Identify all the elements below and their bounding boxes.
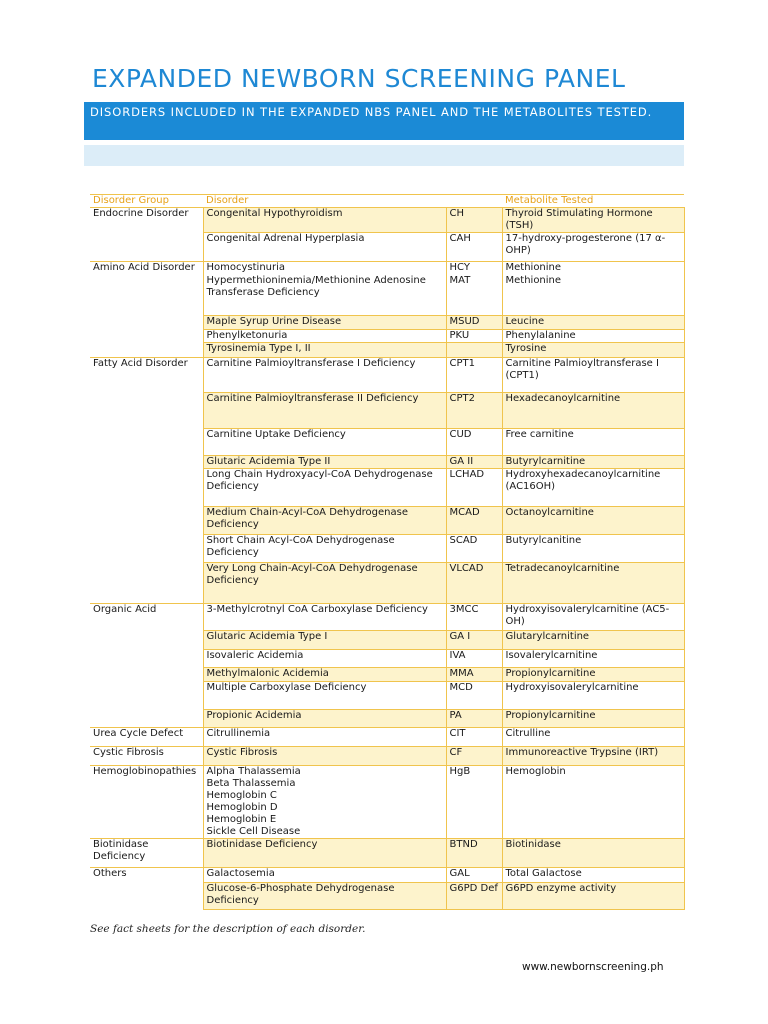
metabolite-cell: Citrulline <box>502 728 684 747</box>
metabolite-cell: Hydroxyhexadecanoylcarnitine (AC16OH) <box>502 469 684 507</box>
metabolite-cell: Immunoreactive Trypsine (IRT) <box>502 747 684 766</box>
abbreviation-cell: CF <box>446 747 502 766</box>
abbreviation-cell: CH <box>446 208 502 233</box>
disorder-group-cell <box>90 883 203 910</box>
metabolite-cell: Octanoylcarnitine <box>502 507 684 535</box>
metabolite-cell: Hydroxyisovalerylcarnitine <box>502 682 684 710</box>
table-row <box>90 393 684 429</box>
disorder-cell: Multiple Carboxylase Deficiency <box>203 682 446 710</box>
disorder-group-cell <box>90 682 203 710</box>
metabolite-cell: Hemoglobin <box>502 766 684 839</box>
abbreviation-cell: CPT1 <box>446 358 502 393</box>
disorder-group-cell <box>90 275 203 316</box>
abbreviation-cell: CAH <box>446 233 502 262</box>
metabolite-cell: G6PD enzyme activity <box>502 883 684 910</box>
abbreviation-cell: CIT <box>446 728 502 747</box>
footnote: See fact sheets for the description of each disorder. <box>90 923 366 935</box>
header-abbreviation <box>446 195 502 208</box>
metabolite-cell: Propionylcarnitine <box>502 710 684 728</box>
metabolite-cell: Hydroxyisovalerylcarnitine (AC5-OH) <box>502 604 684 631</box>
disorder-group-cell <box>90 343 203 358</box>
disorder-group-cell <box>90 330 203 343</box>
disorder-cell: Carnitine Palmioyltransferase II Deficiency <box>203 393 446 429</box>
header-disorder-group: Disorder Group <box>90 195 203 208</box>
abbreviation-cell: G6PD Def <box>446 883 502 910</box>
disorder-group-cell <box>90 233 203 262</box>
disorder-group-cell <box>90 456 203 469</box>
table-row <box>90 682 684 710</box>
disorder-group-cell <box>90 393 203 429</box>
disorder-cell: Glutaric Acidemia Type II <box>203 456 446 469</box>
disorder-group-cell <box>90 668 203 682</box>
disorder-group-cell <box>90 316 203 330</box>
table-row <box>90 469 684 507</box>
table-row <box>90 262 684 275</box>
website-url[interactable]: www.newbornscreening.ph <box>522 961 664 973</box>
table-row <box>90 507 684 535</box>
abbreviation-cell: MCAD <box>446 507 502 535</box>
disorder-group-cell: Hemoglobinopathies <box>90 766 203 839</box>
disorder-group-cell <box>90 429 203 456</box>
table-row <box>90 668 684 682</box>
abbreviation-cell: VLCAD <box>446 563 502 604</box>
screening-panel-table <box>90 194 685 910</box>
disorder-cell: Hypermethioninemia/Methionine Adenosine Transferase Deficiency <box>203 275 446 316</box>
abbreviation-cell: GAL <box>446 868 502 883</box>
header-disorder: Disorder <box>203 195 446 208</box>
disorder-cell: Glucose-6-Phosphate Dehydrogenase Deficiency <box>203 883 446 910</box>
metabolite-cell: Hexadecanoylcarnitine <box>502 393 684 429</box>
abbreviation-cell: PA <box>446 710 502 728</box>
disorder-group-cell <box>90 710 203 728</box>
disorder-cell: Homocystinuria <box>203 262 446 275</box>
disorder-group-cell: Amino Acid Disorder <box>90 262 203 275</box>
metabolite-cell: Isovalerylcarnitine <box>502 650 684 668</box>
table-row <box>90 710 684 728</box>
table-row <box>90 429 684 456</box>
metabolite-cell: Biotinidase <box>502 839 684 868</box>
disorder-cell: 3-Methylcrotnyl CoA Carboxylase Deficiency <box>203 604 446 631</box>
disorder-group-cell: Urea Cycle Defect <box>90 728 203 747</box>
abbreviation-cell: CPT2 <box>446 393 502 429</box>
metabolite-cell: Thyroid Stimulating Hormone (TSH) <box>502 208 684 233</box>
metabolite-cell: Propionylcarnitine <box>502 668 684 682</box>
disorder-cell: Long Chain Hydroxyacyl-CoA Dehydrogenase Deficiency <box>203 469 446 507</box>
disorder-group-cell <box>90 563 203 604</box>
disorder-cell: Isovaleric Acidemia <box>203 650 446 668</box>
disorder-cell: Congenital Hypothyroidism <box>203 208 446 233</box>
section-banner: DISORDERS INCLUDED IN THE EXPANDED NBS PANEL AND THE METABOLITES TESTED. <box>84 102 684 140</box>
abbreviation-cell: 3MCC <box>446 604 502 631</box>
metabolite-cell: Butyrylcanitine <box>502 535 684 563</box>
metabolite-cell: Methionine <box>502 262 684 275</box>
header-metabolite: Metabolite Tested <box>502 195 684 208</box>
abbreviation-cell: BTND <box>446 839 502 868</box>
disorder-group-cell <box>90 535 203 563</box>
disorder-cell: Congenital Adrenal Hyperplasia <box>203 233 446 262</box>
banner-subbar <box>84 145 684 166</box>
disorder-cell: Glutaric Acidemia Type I <box>203 631 446 650</box>
abbreviation-cell: GA I <box>446 631 502 650</box>
abbreviation-cell: MMA <box>446 668 502 682</box>
disorder-cell: Maple Syrup Urine Disease <box>203 316 446 330</box>
table-row <box>90 839 684 868</box>
disorder-cell: Methylmalonic Acidemia <box>203 668 446 682</box>
abbreviation-cell <box>446 343 502 358</box>
metabolite-cell: Total Galactose <box>502 868 684 883</box>
disorder-cell: Propionic Acidemia <box>203 710 446 728</box>
metabolite-cell: Carnitine Palmioyltransferase I (CPT1) <box>502 358 684 393</box>
table-row <box>90 456 684 469</box>
disorder-group-cell: Fatty Acid Disorder <box>90 358 203 393</box>
disorder-group-cell: Endocrine Disorder <box>93 208 189 219</box>
disorder-cell: Short Chain Acyl-CoA Dehydrogenase Deficiency <box>203 535 446 563</box>
table-row <box>90 535 684 563</box>
table-row <box>90 766 684 839</box>
disorder-cell: Alpha Thalassemia Beta Thalassemia Hemoglobin C Hemoglobin D Hemoglobin E Sickle Cell Disease <box>203 766 446 839</box>
abbreviation-cell: LCHAD <box>446 469 502 507</box>
abbreviation-cell: HgB <box>446 766 502 839</box>
abbreviation-cell: SCAD <box>446 535 502 563</box>
metabolite-cell: Glutarylcarnitine <box>502 631 684 650</box>
disorder-cell: Carnitine Palmioyltransferase I Deficiency <box>203 358 446 393</box>
abbreviation-cell: IVA <box>446 650 502 668</box>
metabolite-cell: 17-hydroxy-progesterone (17 α-OHP) <box>502 233 684 262</box>
disorder-cell: Biotinidase Deficiency <box>203 839 446 868</box>
page-title: EXPANDED NEWBORN SCREENING PANEL <box>92 64 626 93</box>
metabolite-cell: Tetradecanoylcarnitine <box>502 563 684 604</box>
metabolite-cell: Tyrosine <box>502 343 684 358</box>
table-header-row <box>90 195 684 208</box>
abbreviation-cell: PKU <box>446 330 502 343</box>
metabolite-cell: Phenylalanine <box>502 330 684 343</box>
disorder-group-cell: Biotinidase Deficiency <box>90 839 203 868</box>
disorder-group-cell: Organic Acid <box>90 604 203 631</box>
disorder-group-cell <box>90 469 203 507</box>
metabolite-cell: Free carnitine <box>502 429 684 456</box>
disorder-group-cell <box>90 650 203 668</box>
table-row <box>90 208 684 233</box>
abbreviation-cell: GA II <box>446 456 502 469</box>
abbreviation-cell: HCY <box>446 262 502 275</box>
table-row <box>90 868 684 883</box>
disorder-cell: Phenylketonuria <box>203 330 446 343</box>
abbreviation-cell: MCD <box>446 682 502 710</box>
table-row <box>90 330 684 343</box>
table-row <box>90 233 684 262</box>
table-row <box>90 728 684 747</box>
table-row <box>90 343 684 358</box>
disorder-cell: Citrullinemia <box>203 728 446 747</box>
table-row <box>90 650 684 668</box>
metabolite-cell: Methionine <box>502 275 684 316</box>
disorder-group-cell <box>90 631 203 650</box>
disorder-group-cell: Others <box>90 868 203 883</box>
disorder-cell: Cystic Fibrosis <box>203 747 446 766</box>
table-row <box>90 604 684 631</box>
disorder-cell: Medium Chain-Acyl-CoA Dehydrogenase Deficiency <box>203 507 446 535</box>
disorder-group-cell: Cystic Fibrosis <box>90 747 203 766</box>
table-row <box>90 883 684 910</box>
metabolite-cell: Leucine <box>502 316 684 330</box>
disorder-group-cell <box>90 507 203 535</box>
abbreviation-cell: MSUD <box>446 316 502 330</box>
table-body <box>90 208 684 910</box>
abbreviation-cell: CUD <box>446 429 502 456</box>
disorder-cell: Galactosemia <box>203 868 446 883</box>
table-row <box>90 316 684 330</box>
table-row <box>90 631 684 650</box>
disorder-cell: Tyrosinemia Type I, II <box>203 343 446 358</box>
disorder-cell: Very Long Chain-Acyl-CoA Dehydrogenase Deficiency <box>203 563 446 604</box>
table-row <box>90 358 684 393</box>
table-row <box>90 275 684 316</box>
table-row <box>90 563 684 604</box>
disorder-cell: Carnitine Uptake Deficiency <box>203 429 446 456</box>
table-row <box>90 747 684 766</box>
metabolite-cell: Butyrylcarnitine <box>502 456 684 469</box>
abbreviation-cell: MAT <box>446 275 502 316</box>
